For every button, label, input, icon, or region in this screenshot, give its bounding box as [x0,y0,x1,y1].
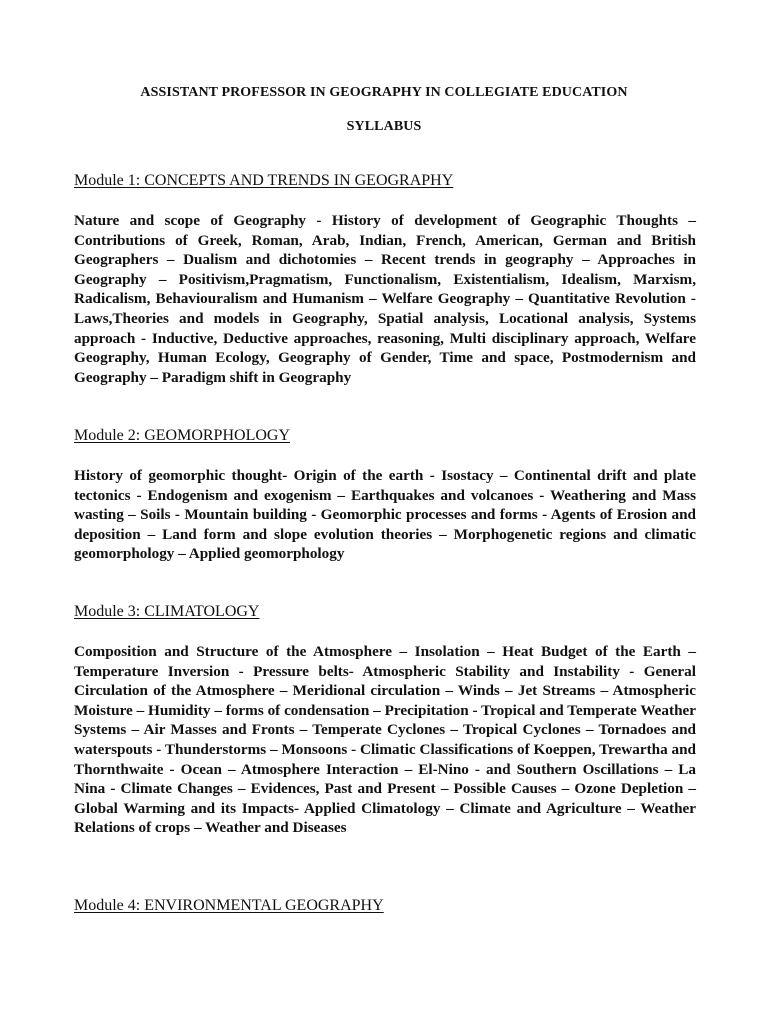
module-1-body: Nature and scope of Geography - History of development of Geographic Thoughts – Contributions of Greek, Roman, Arab, Indian, French, American, German and British Geographers – Dualism and dichotomies – Recent trends in geography – Approaches in Geography – Positivism,Pragmatism, Functionalism, Existentialism, Idealism, Marxism, Radicalism, Behaviouralism and Humanism – Welfare Geography – Quantitative Revolution - Laws,Theories and models in Geography, Spatial analysis, Locational analysis, Systems approach - Inductive, Deductive approaches, reasoning, Multi disciplinary approach, Welfare Geography, Human Ecology, Geography of Gender, Time and space, Postmodernism and Geography – Paradigm shift in Geography [74,212,696,386]
document-title: ASSISTANT PROFESSOR IN GEOGRAPHY IN COLLEGIATE EDUCATION [140,85,628,100]
module-2-body: History of geomorphic thought- Origin of the earth - Isostacy – Continental drift and plate tectonics - Endogenism and exogenism – Earthquakes and volcanoes - Weathering and Mass wasting – Soils - Mountain building - Geomorphic processes and forms - Agents of Erosion and deposition – Land form and slope evolution theories – Morphogenetic regions and climatic geomorphology – Applied geomorphology [74,467,696,563]
module-2-heading: Module 2: GEOMORPHOLOGY [74,427,290,444]
document-subtitle: SYLLABUS [346,119,422,134]
module-3-heading: Module 3: CLIMATOLOGY [74,603,260,620]
module-1-heading: Module 1: CONCEPTS AND TRENDS IN GEOGRAPHY [74,172,454,189]
module-4-heading: Module 4: ENVIRONMENTAL GEOGRAPHY [74,897,384,914]
module-3-body: Composition and Structure of the Atmosphere – Insolation – Heat Budget of the Earth –Temperature Inversion - Pressure belts- Atmospheric Stability and Instability - General Circulation of the Atmosphere – Meridional circulation – Winds – Jet Streams – Atmospheric Moisture – Humidity – forms of condensation – Precipitation - Tropical and Temperate Weather Systems – Air Masses and Fronts – Temperate Cyclones – Tropical Cyclones – Tornadoes and waterspouts - Thunderstorms – Monsoons - Climatic Classifications of Koeppen, Trewartha and Thornthwaite - Ocean – Atmosphere Interaction – El-Nino - and Southern Oscillations – La Nina - Climate Changes – Evidences, Past and Present – Possible Causes – Ozone Depletion – Global Warming and its Impacts- Applied Climatology – Climate and Agriculture – Weather Relations of crops – Weather and Diseases [74,643,696,837]
